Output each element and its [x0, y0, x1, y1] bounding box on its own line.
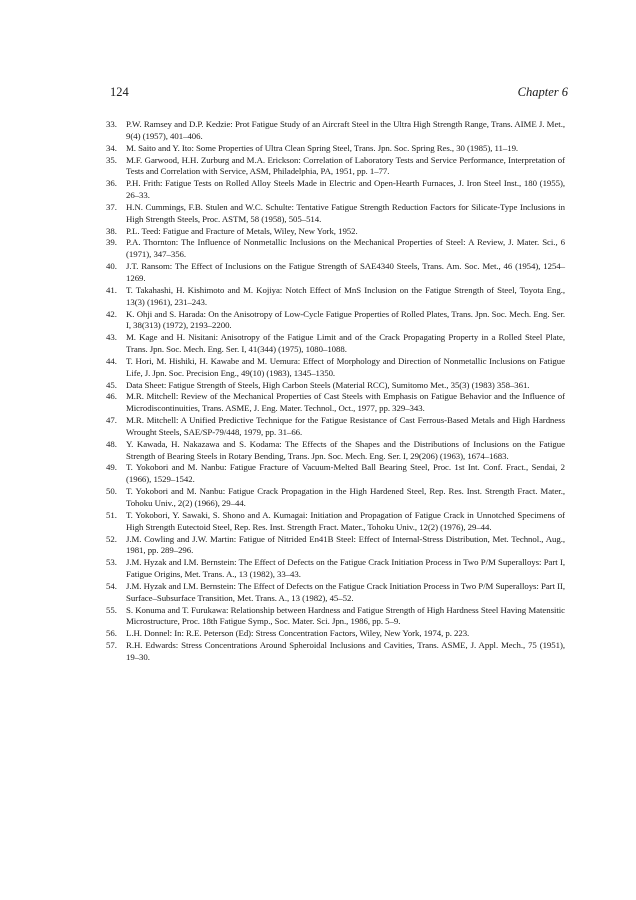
reference-text: K. Ohji and S. Harada: On the Anisotropy of Low-Cycle Fatigue Properties of Rolled Plates, Trans. Jpn. Soc. Mech. Eng. Ser. I, 38(313) (1972), 2193–2200.: [126, 308, 565, 331]
reference-item: [106, 462, 565, 486]
reference-text: J.M. Hyzak and I.M. Bernstein: The Effect of Defects on the Fatigue Crack Initiation Process in Two P/M Superalloys: Part I, Fatigue Origins, Met. Trans. A., 13 (1982), 33–43.: [126, 557, 565, 580]
reference-text: T. Hori, M. Hishiki, H. Kawabe and M. Uemura: Effect of Morphology and Direction of Nonmetallic Inclusions on Fatigue Life, J. Jpn. Soc. Precision Eng., 49(10) (1983), 1345–1350.: [126, 355, 565, 378]
reference-number: 43.: [106, 332, 117, 343]
reference-number: 35.: [106, 154, 117, 165]
reference-text: H.N. Cummings, F.B. Stulen and W.C. Schulte: Tentative Fatigue Strength Reduction Factors for Silicate-Type Inclusions in High Strength Steels, Proc. ASTM, 58 (1958), 505–514.: [126, 201, 565, 224]
reference-number: 51.: [106, 509, 117, 520]
reference-text: J.T. Ransom: The Effect of Inclusions on the Fatigue Strength of SAE4340 Steels, Trans. Am. Soc. Met., 46 (1954), 1254–1269.: [126, 261, 565, 283]
reference-item: [106, 119, 565, 143]
reference-item: [106, 226, 565, 238]
reference-text: M.R. Mitchell: Review of the Mechanical Properties of Cast Steels with Emphasis on Fatigue Behavior and the Influence of Microdiscontinuities, Trans. ASME, J. Eng. Mater. Technol., Oct., 1977, pp. 329–343.: [126, 391, 565, 414]
page-header: [110, 84, 568, 100]
reference-item: [106, 202, 565, 226]
reference-item: [106, 415, 565, 439]
reference-number: 47.: [106, 415, 117, 426]
reference-text: P.L. Teed: Fatigue and Fracture of Metals, Wiley, New York, 1952.: [126, 225, 358, 236]
reference-item: [106, 439, 565, 463]
reference-number: 56.: [106, 628, 117, 639]
reference-number: 41.: [106, 284, 117, 295]
reference-list: [106, 119, 565, 664]
reference-number: 42.: [106, 308, 117, 319]
reference-number: 36.: [106, 178, 117, 189]
reference-item: [106, 143, 565, 155]
reference-number: 46.: [106, 391, 117, 402]
reference-text: T. Takahashi, H. Kishimoto and M. Kojiya: Notch Effect of MnS Inclusion on the Fatigue Strength of Steel, Toyota Eng., 13(3) (1961), 231–243.: [126, 284, 565, 307]
reference-item: [106, 380, 565, 392]
reference-number: 34.: [106, 142, 117, 153]
reference-number: 39.: [106, 237, 117, 248]
reference-item: [106, 332, 565, 356]
chapter-label: Chapter 6: [517, 85, 568, 99]
reference-number: 49.: [106, 462, 117, 473]
reference-item: [106, 155, 565, 179]
reference-text: R.H. Edwards: Stress Concentrations Around Spheroidal Inclusions and Cavities, Trans. ASME, J. Appl. Mech., 75 (1951), 19–30.: [126, 640, 565, 662]
reference-item: [106, 178, 565, 202]
reference-number: 54.: [106, 580, 117, 591]
reference-text: M.R. Mitchell: A Unified Predictive Technique for the Fatigue Resistance of Cast Ferrous-Based Metals and High Hardness Wrought Steels, SAE/SP-79/448, 1979, pp. 31–66.: [126, 415, 565, 437]
reference-text: S. Konuma and T. Furukawa: Relationship between Hardness and Fatigue Strength of High Hardness Steel Having Matensitic Microstructure, Proc. 18th Fatigue Symp., Soc. Mater. Sci. Jpn., 1986, pp. 5–9.: [126, 604, 565, 627]
reference-item: [106, 356, 565, 380]
reference-text: Data Sheet: Fatigue Strength of Steels, High Carbon Steels (Material RCC), Sumitomo Met., 35(3) (1983) 358–361.: [126, 379, 530, 390]
reference-item: [106, 640, 565, 664]
reference-text: T. Yokobori and M. Nanbu: Fatigue Fracture of Vacuum-Melted Ball Bearing Steel, Proc. 1st Int. Conf. Fract., Sendai, 2 (1966), 1529–1542.: [126, 462, 565, 485]
reference-text: M. Saito and Y. Ito: Some Properties of Ultra Clean Spring Steel, Trans. Jpn. Soc. Spring Res., 30 (1985), 11–19.: [126, 142, 519, 153]
reference-item: [106, 285, 565, 309]
reference-number: 48.: [106, 438, 117, 449]
reference-item: [106, 628, 565, 640]
reference-text: T. Yokobori, Y. Sawaki, S. Shono and A. Kumagai: Initiation and Propagation of Fatigue Crack in Unnotched Specimens of High Strength Eutectoid Steel, Rep. Res. Inst. Strength Fract. Mater., Tohoku Univ., 12(2) (1976), 29–44.: [126, 509, 565, 532]
reference-item: [106, 510, 565, 534]
reference-number: 55.: [106, 604, 117, 615]
reference-number: 57.: [106, 640, 117, 651]
reference-number: 53.: [106, 557, 117, 568]
reference-item: [106, 309, 565, 333]
reference-number: 52.: [106, 533, 117, 544]
reference-number: 37.: [106, 201, 117, 212]
reference-number: 45.: [106, 379, 117, 390]
reference-number: 44.: [106, 355, 117, 366]
reference-text: Y. Kawada, H. Nakazawa and S. Kodama: The Effects of the Shapes and the Distributions of Inclusions on the Fatigue Strength of Bearing Steels in Rotary Bending, Trans. Jpn. Soc. Mech. Eng. Ser. I, 29(206) (1963), 1674–1683.: [126, 438, 565, 461]
reference-item: [106, 605, 565, 629]
reference-text: T. Yokobori and M. Nanbu: Fatigue Crack Propagation in the High Hardened Steel, Rep. Res. Inst. Strength Fract. Mater., Tohoku Univ., 2(2) (1966), 29–44.: [126, 486, 565, 508]
reference-text: M. Kage and H. Nisitani: Anisotropy of the Fatigue Limit and of the Crack Propagating Property in a Rolled Steel Plate, Trans. Jpn. Soc. Mech. Eng. Ser. I, 41(344) (1975), 1080–1088.: [126, 332, 565, 355]
reference-number: 40.: [106, 261, 117, 272]
reference-text: M.F. Garwood, H.H. Zurburg and M.A. Erickson: Correlation of Laboratory Tests and Service Performance, Interpretation of Tests and Correlation with Service, ASM, Philadelphia, PA, 1951, pp. 1–77.: [126, 154, 565, 177]
reference-text: P.A. Thornton: The Influence of Nonmetallic Inclusions on the Mechanical Properties of Steel: A Review, J. Mater. Sci., 6 (1971), 347–356.: [126, 237, 565, 260]
reference-item: [106, 557, 565, 581]
reference-text: J.M. Hyzak and I.M. Bernstein: The Effect of Defects on the Fatigue Crack Initiation Process in Two P/M Superalloys: Part II, Surface–Subsurface Transition, Met. Trans. A., 13 (1982), 45–52.: [126, 580, 566, 603]
reference-item: [106, 534, 565, 558]
page-number: 124: [110, 85, 129, 99]
reference-item: [106, 486, 565, 510]
reference-number: 50.: [106, 486, 117, 497]
reference-number: 38.: [106, 225, 117, 236]
reference-number: 33.: [106, 119, 117, 129]
reference-text: J.M. Cowling and J.W. Martin: Fatigue of Nitrided En41B Steel: Effect of Internal-Stress Distribution, Met. Technol., Aug., 1981, pp. 289–296.: [126, 533, 565, 556]
reference-item: [106, 581, 565, 605]
reference-text: P.W. Ramsey and D.P. Kedzie: Prot Fatigue Study of an Aircraft Steel in the Ultra High Strength Range, Trans. AIME J. Met., 9(4) (1957), 401–406.: [126, 119, 565, 141]
reference-item: [106, 261, 565, 285]
reference-text: L.H. Donnel: In: R.E. Peterson (Ed): Stress Concentration Factors, Wiley, New York, 1974, p. 223.: [126, 628, 470, 639]
reference-text: P.H. Frith: Fatigue Tests on Rolled Alloy Steels Made in Electric and Open-Hearth Furnaces, J. Iron Steel Inst., 180 (1955), 26–33.: [126, 178, 565, 201]
reference-item: [106, 391, 565, 415]
reference-item: [106, 237, 565, 261]
